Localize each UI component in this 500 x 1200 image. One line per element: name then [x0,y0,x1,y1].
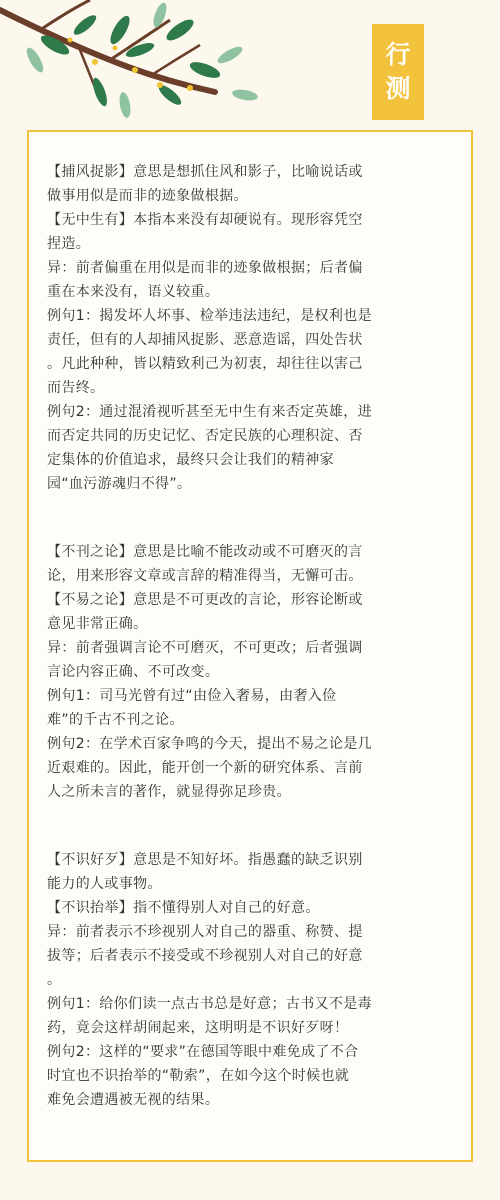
idiom-section-1 [47,160,455,496]
text-line: 异：前者表示不珍视别人对自己的器重、称赞、提 [47,924,363,940]
idiom-section-3 [47,848,455,1112]
text-line: 异：前者强调言论不可磨灭，不可更改；后者强调 [47,640,363,656]
text-line: 【不识好歹】意思是不知好坏。指愚蠢的缺乏识别 [47,852,363,868]
text-line: 【不易之论】意思是不可更改的言论，形容论断或 [47,592,363,608]
text-line: 【无中生有】本指本来没有却硬说有。现形容凭空 [47,212,363,228]
text-line: 能力的人或事物。 [47,876,162,892]
text-line: 意见非常正确。 [47,616,148,632]
text-line: 园“血污游魂归不得”。 [47,476,192,492]
text-line: 人之所未言的著作，就显得弥足珍贵。 [47,784,291,800]
text-line: 而告终。 [47,380,105,396]
text-line: 重在本来没有，语义较重。 [47,284,220,300]
text-line: 责任，但有的人却捕风捉影、恶意造谣，四处告状 [47,332,363,348]
text-line: 。 [47,972,62,988]
text-line: 做事用似是而非的迹象做根据。 [47,188,248,204]
text-line: 例句1：司马光曾有过“由俭入奢易，由奢入俭 [47,688,337,704]
text-line: 捏造。 [47,236,91,252]
category-tag [372,24,424,120]
branch-illustration [0,0,300,135]
text-line: 论，用来形容文章或言辞的精准得当，无懈可击。 [47,568,363,584]
tag-char: 行 [385,40,411,69]
text-line: 难”的千古不刊之论。 [47,712,184,728]
text-line: 定集体的价值追求，最终只会让我们的精神家 [47,452,334,468]
text-line: 异：前者偏重在用似是而非的迹象做根据；后者偏 [47,260,363,276]
content-card [27,130,473,1162]
text-line: 。凡此种种，皆以精致利己为初衷，却往往以害己 [47,356,363,372]
text-line: 拔等；后者表示不接受或不珍视别人对自己的好意 [47,948,363,964]
text-line: 时宜也不识抬举的“勒索”，在如今这个时候也就 [47,1068,350,1084]
text-line: 【捕风捉影】意思是想抓住风和影子，比喻说话或 [47,164,363,180]
text-line: 药，竟会这样胡闹起来，这明明是不识好歹呀！ [47,1020,349,1036]
text-line: 例句1：揭发坏人坏事、检举违法违纪，是权利也是 [47,308,372,324]
text-line: 例句1：给你们读一点古书总是好意；古书又不是毒 [47,996,372,1012]
text-line: 例句2：这样的“要求”在德国等眼中难免成了不合 [47,1044,359,1060]
tag-char: 测 [385,74,411,103]
text-line: 例句2：在学术百家争鸣的今天，提出不易之论是几 [47,736,372,752]
text-line: 【不刊之论】意思是比喻不能改动或不可磨灭的言 [47,544,363,560]
text-line: 例句2：通过混淆视听甚至无中生有来否定英雄，进 [47,404,372,420]
idiom-section-2 [47,540,455,804]
text-line: 近艰难的。因此，能开创一个新的研究体系、言前 [47,760,363,776]
text-line: 【不识抬举】指不懂得别人对自己的好意。 [47,900,320,916]
text-line: 难免会遭遇被无视的结果。 [47,1092,220,1108]
text-line: 而否定共同的历史记忆、否定民族的心理积淀、否 [47,428,363,444]
text-line: 言论内容正确、不可改变。 [47,664,220,680]
